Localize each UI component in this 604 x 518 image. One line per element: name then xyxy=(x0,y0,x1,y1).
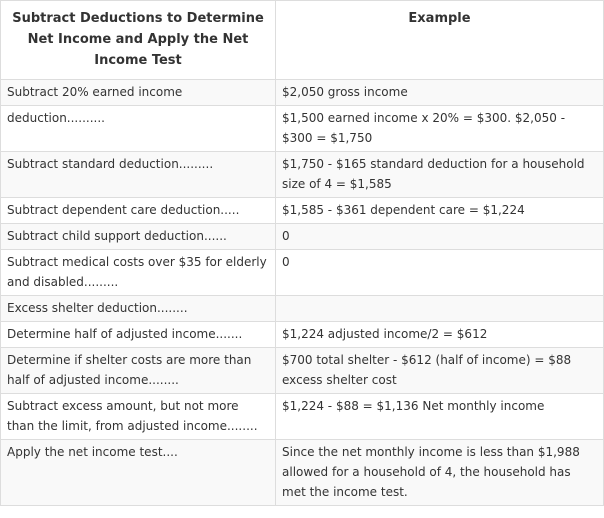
step-cell: Determine half of adjusted income....... xyxy=(1,322,276,348)
example-cell: 0 xyxy=(276,250,604,296)
example-cell: $1,224 - $88 = $1,136 Net monthly income xyxy=(276,394,604,440)
example-cell: $1,750 - $165 standard deduction for a household size of 4 = $1,585 xyxy=(276,152,604,198)
column-header-example: Example xyxy=(276,1,604,80)
step-cell: Subtract standard deduction......... xyxy=(1,152,276,198)
example-cell: $1,500 earned income x 20% = $300. $2,050 - $300 = $1,750 xyxy=(276,106,604,152)
example-cell: $1,224 adjusted income/2 = $612 xyxy=(276,322,604,348)
example-cell xyxy=(276,296,604,322)
step-cell: Subtract dependent care deduction..... xyxy=(1,198,276,224)
step-cell: deduction.......... xyxy=(1,106,276,152)
step-cell: Apply the net income test.... xyxy=(1,440,276,506)
step-cell: Subtract 20% earned income xyxy=(1,80,276,106)
example-cell: $700 total shelter - $612 (half of income) = $88 excess shelter cost xyxy=(276,348,604,394)
column-header-deductions: Subtract Deductions to Determine Net Income and Apply the Net Income Test xyxy=(1,1,276,80)
table-row xyxy=(1,440,604,506)
step-cell: Subtract medical costs over $35 for elderly and disabled......... xyxy=(1,250,276,296)
example-cell: Since the net monthly income is less than $1,988 allowed for a household of 4, the household has met the income test. xyxy=(276,440,604,506)
step-cell: Subtract child support deduction...... xyxy=(1,224,276,250)
table-row xyxy=(1,106,604,152)
step-cell: Excess shelter deduction........ xyxy=(1,296,276,322)
table-row xyxy=(1,322,604,348)
table-row xyxy=(1,250,604,296)
table-row xyxy=(1,394,604,440)
example-cell: $1,585 - $361 dependent care = $1,224 xyxy=(276,198,604,224)
example-cell: 0 xyxy=(276,224,604,250)
step-cell: Determine if shelter costs are more than half of adjusted income........ xyxy=(1,348,276,394)
header-row xyxy=(1,1,604,80)
table-row xyxy=(1,152,604,198)
step-cell: Subtract excess amount, but not more than the limit, from adjusted income........ xyxy=(1,394,276,440)
table-row xyxy=(1,224,604,250)
table-row xyxy=(1,348,604,394)
table-row xyxy=(1,296,604,322)
table-row xyxy=(1,198,604,224)
table-row xyxy=(1,80,604,106)
example-cell: $2,050 gross income xyxy=(276,80,604,106)
